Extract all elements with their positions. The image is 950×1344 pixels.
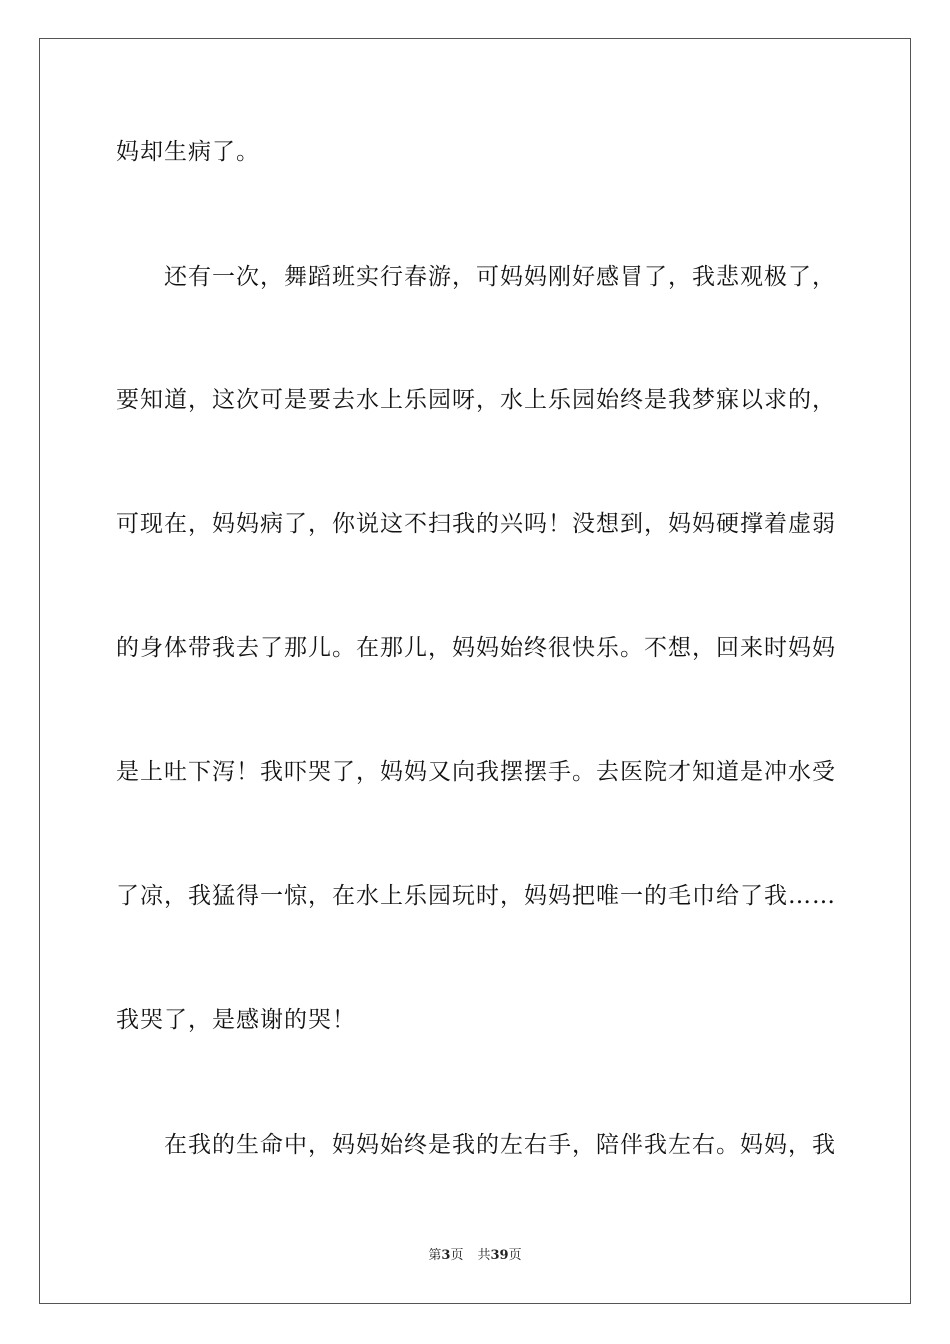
- total-suffix: 页: [508, 1248, 522, 1263]
- text-line-1: 妈却生病了。: [116, 139, 260, 165]
- total-prefix: 共: [477, 1248, 491, 1263]
- page-border: [39, 38, 911, 1304]
- page-footer: [0, 1247, 950, 1265]
- text-line-6: 是上吐下泻！我吓哭了，妈妈又向我摆摆手。去医院才知道是冲水受: [116, 759, 836, 785]
- text-line-2: 还有一次，舞蹈班实行春游，可妈妈刚好感冒了，我悲观极了，: [164, 264, 836, 290]
- text-line-7: 了凉，我猛得一惊，在水上乐园玩时，妈妈把唯一的毛巾给了我……: [116, 883, 836, 909]
- text-line-4: 可现在，妈妈病了，你说这不扫我的兴吗！没想到，妈妈硬撑着虚弱: [116, 511, 836, 537]
- text-line-9: 在我的生命中，妈妈始终是我的左右手，陪伴我左右。妈妈，我: [164, 1132, 836, 1158]
- total-pages: 39: [490, 1248, 509, 1263]
- text-line-8: 我哭了，是感谢的哭！: [116, 1007, 356, 1033]
- page-prefix: 第: [428, 1248, 442, 1263]
- page-number: 3: [441, 1248, 451, 1263]
- text-line-3: 要知道，这次可是要去水上乐园呀，水上乐园始终是我梦寐以求的，: [116, 387, 836, 413]
- text-line-5: 的身体带我去了那儿。在那儿，妈妈始终很快乐。不想，回来时妈妈: [116, 635, 836, 661]
- page-suffix: 页: [450, 1248, 464, 1263]
